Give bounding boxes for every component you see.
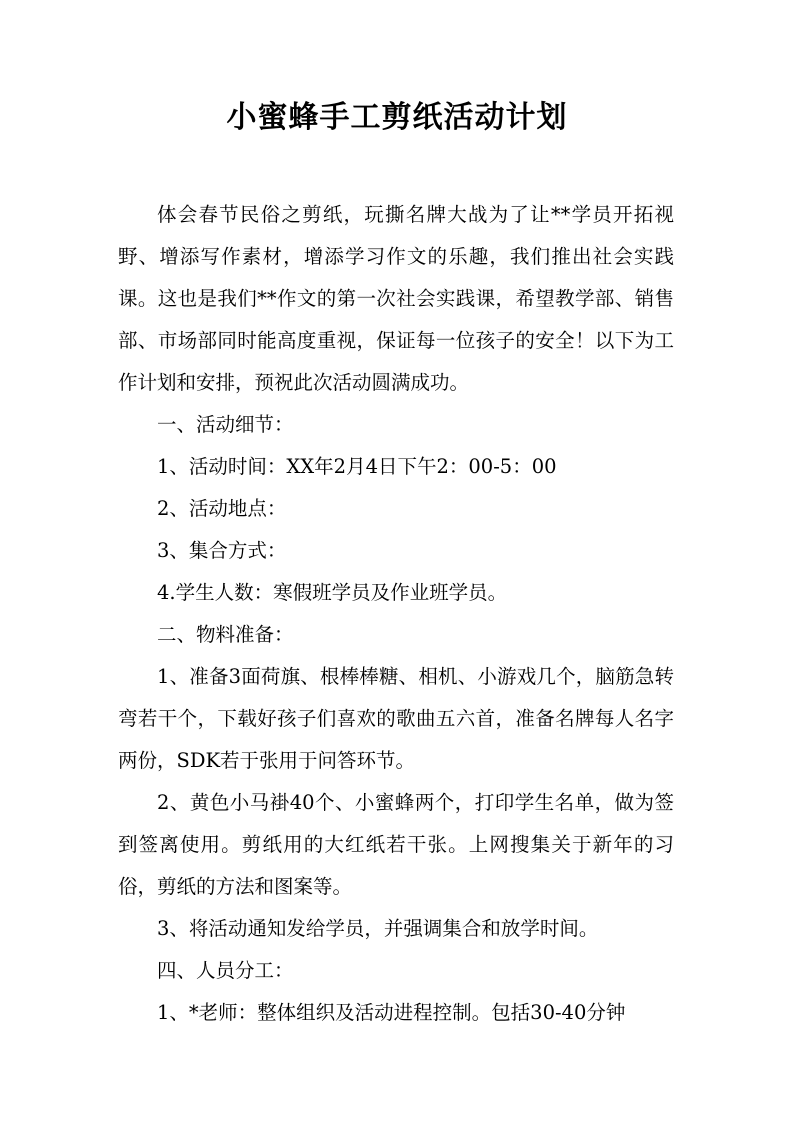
- paragraph-staff-1: 1、*老师：整体组织及活动进程控制。包括30-40分钟: [157, 1001, 626, 1024]
- paragraph-student-count: 4.学生人数：寒假班学员及作业班学员。: [157, 581, 508, 604]
- paragraph-materials-3: 3、将活动通知发给学员，并强调集合和放学时间。: [157, 917, 599, 940]
- paragraph-intro: 体会春节民俗之剪纸，玩撕名牌大战为了让**学员开拓视野、增添写作素材，增添学习作文的乐趣，我们推出社会实践课。这也是我们**作文的第一次社会实践课，希望教学部、销售部、市场部同时能高度重视，保证每一位孩子的安全！以下为工作计划和安排，预祝此次活动圆满成功。: [118, 203, 674, 394]
- document-title: 小蜜蜂手工剪纸活动计划: [226, 100, 568, 135]
- heading-staff-division: 四、人员分工：: [157, 959, 294, 982]
- document-body: [118, 194, 674, 1034]
- heading-activity-details: 一、活动细节：: [157, 413, 294, 436]
- paragraph-activity-time: 1、活动时间：XX年2月4日下午2：00-5：00: [157, 455, 557, 478]
- paragraph-assembly-method: 3、集合方式：: [157, 539, 287, 562]
- paragraph-activity-location: 2、活动地点：: [157, 497, 287, 520]
- paragraph-materials-2: 2、黄色小马褂40个、小蜜蜂两个，打印学生名单，做为签到签离使用。剪纸用的大红纸若干张。上网搜集关于新年的习俗，剪纸的方法和图案等。: [118, 791, 674, 898]
- heading-materials: 二、物料准备：: [157, 623, 294, 646]
- paragraph-materials-1: 1、准备3面荷旗、根棒棒糖、相机、小游戏几个，脑筋急转弯若干个，下载好孩子们喜欢的歌曲五六首，准备名牌每人名字两份，SDK若于张用于问答环节。: [118, 665, 674, 772]
